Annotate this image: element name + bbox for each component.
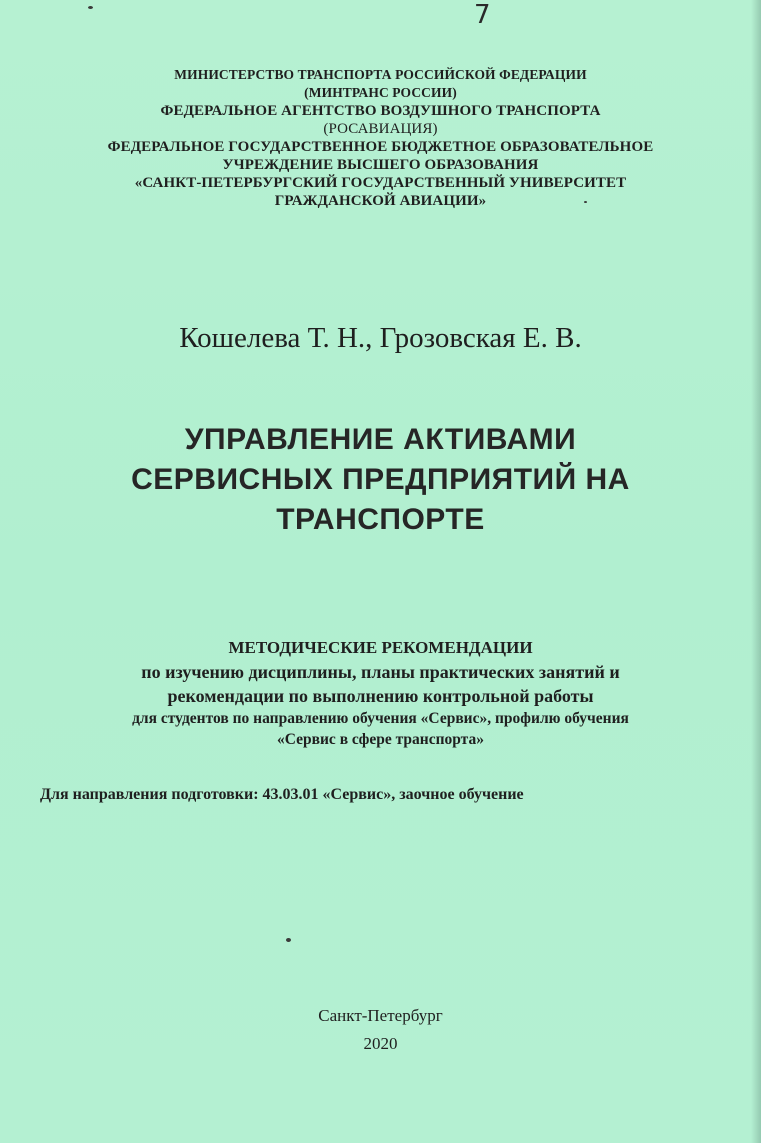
method-line-1: по изучению дисциплины, планы практических занятий и [141, 662, 620, 682]
header-institution-2: УЧРЕЖДЕНИЕ ВЫСШЕГО ОБРАЗОВАНИЯ [222, 157, 539, 173]
header-ministry: МИНИСТЕРСТВО ТРАНСПОРТА РОССИЙСКОЙ ФЕДЕРАЦИИ [174, 67, 587, 82]
header-university-2: ГРАЖДАНСКОЙ АВИАЦИИ» [274, 193, 487, 209]
city: Санкт-Петербург [318, 1006, 443, 1025]
method-line-4: «Сервис в сфере транспорта» [277, 731, 484, 748]
header-agency: ФЕДЕРАЛЬНОЕ АГЕНТСТВО ВОЗДУШНОГО ТРАНСПОРТА [160, 103, 601, 119]
speck [88, 6, 93, 9]
method-line-2: рекомендации по выполнению контрольной работы [167, 686, 594, 706]
header-ministry-short: (МИНТРАНС РОССИИ) [304, 85, 457, 100]
title-line-1: УПРАВЛЕНИЕ АКТИВАМИ [184, 423, 577, 456]
document-title [0, 420, 761, 540]
method-heading: МЕТОДИЧЕСКИЕ РЕКОМЕНДАЦИИ [228, 638, 533, 657]
direction-line: Для направления подготовки: 43.03.01 «Сервис», заочное обучение [40, 786, 524, 803]
imprint-footer [0, 1002, 761, 1058]
method-description [0, 636, 761, 750]
handwritten-mark: 7 [474, 0, 491, 30]
institution-header [0, 66, 761, 210]
method-line-3: для студентов по направлению обучения «Сервис», профилю обучения [132, 710, 629, 727]
authors: Кошелева Т. Н., Грозовская Е. В. [179, 322, 582, 354]
title-line-3: ТРАНСПОРТЕ [276, 503, 485, 536]
speck [286, 938, 291, 942]
header-university-1: «САНКТ-ПЕТЕРБУРГСКИЙ ГОСУДАРСТВЕННЫЙ УНИВЕРСИТЕТ [134, 175, 627, 191]
year: 2020 [363, 1034, 398, 1053]
title-line-2: СЕРВИСНЫХ ПРЕДПРИЯТИЙ НА [131, 463, 630, 496]
header-institution-1: ФЕДЕРАЛЬНОЕ ГОСУДАРСТВЕННОЕ БЮДЖЕТНОЕ ОБРАЗОВАТЕЛЬНОЕ [107, 139, 654, 155]
header-agency-short: (РОСАВИАЦИЯ) [323, 121, 438, 137]
